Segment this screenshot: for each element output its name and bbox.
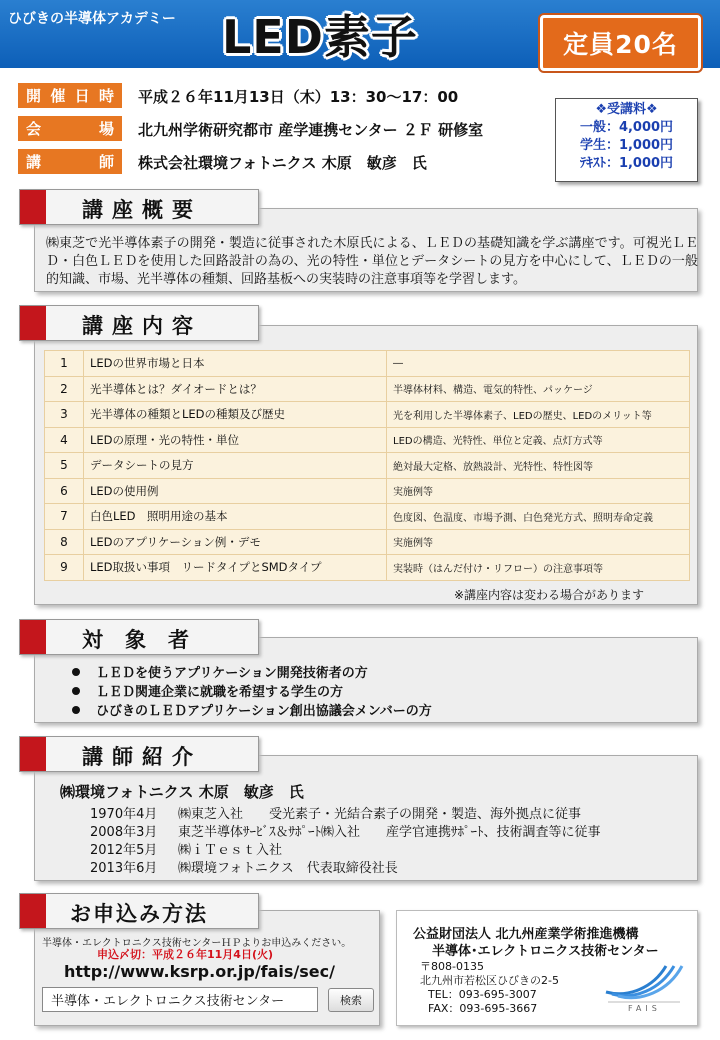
- history-row: [90, 821, 601, 840]
- course-row: [45, 376, 690, 402]
- history-year: 2012年5月: [90, 843, 158, 858]
- page-title: LED素子: [222, 10, 418, 64]
- course-row: [45, 427, 690, 453]
- section-marker: [20, 620, 46, 654]
- course-heading-text: 講座内容: [82, 314, 202, 338]
- instructor-heading-text: 講師紹介: [82, 745, 202, 769]
- venue-label-char: 場: [98, 120, 114, 138]
- course-cell-detail: 色度図、色温度、市場予測、白色発光方式、照明寿命定義: [387, 504, 690, 530]
- target-item-text: ひびきのＬＥＤアプリケーション創出協議会メンバーの方: [96, 704, 432, 719]
- address: 北九州市若松区ひびきの2-5: [420, 974, 559, 987]
- date-value: 平成２６年11月13日（木）13：30〜17：00: [138, 88, 459, 106]
- course-cell-no: 8: [45, 529, 84, 555]
- apply-heading-text: お申込み方法: [70, 902, 208, 926]
- search-input[interactable]: [42, 987, 318, 1012]
- search-button[interactable]: 検索: [328, 988, 374, 1012]
- venue-label-char: 会: [26, 120, 42, 138]
- postal-code: 〒808-0135: [420, 960, 484, 973]
- target-item-text: ＬＥＤを使うアプリケーション開発技術者の方: [96, 666, 368, 681]
- course-cell-no: 9: [45, 555, 84, 581]
- course-cell-topic: LEDの世界市場と日本: [84, 351, 387, 377]
- section-marker: [20, 737, 46, 771]
- course-row: [45, 555, 690, 581]
- course-cell-no: 5: [45, 453, 84, 479]
- section-marker: [20, 306, 46, 340]
- course-cell-topic: LEDの原理・光の特性・単位: [84, 427, 387, 453]
- apply-url-link[interactable]: http://www.ksrp.or.jp/fais/sec/: [64, 962, 335, 981]
- capacity-badge: 定員20名: [540, 15, 701, 71]
- course-cell-detail: 実施例等: [387, 529, 690, 555]
- course-cell-no: 7: [45, 504, 84, 530]
- section-marker: [20, 190, 46, 224]
- fee-title: ❖受講料❖: [595, 102, 658, 117]
- course-cell-detail: 絶対最大定格、放熱設計、光特性、特性図等: [387, 453, 690, 479]
- course-cell-topic: 白色LED 照明用途の基本: [84, 504, 387, 530]
- lecturer-label-char: 師: [98, 153, 114, 171]
- course-cell-no: 6: [45, 478, 84, 504]
- history-row: [90, 839, 282, 858]
- fee-text: ﾃｷｽﾄ：1,000円: [579, 156, 674, 171]
- fee-box: [555, 98, 698, 182]
- course-cell-detail: ―: [387, 351, 690, 377]
- venue-value: 北九州学術研究都市 産学連携センター ２Ｆ 研修室: [138, 121, 484, 139]
- history-text: ㈱ｉＴｅｓｔ入社: [178, 843, 283, 858]
- course-cell-detail: 光を利用した半導体素子、LEDの歴史、LEDのメリット等: [387, 402, 690, 428]
- lecturer-value: 株式会社環境フォトニクス 木原 敏彦 氏: [138, 154, 427, 172]
- target-item: [72, 700, 432, 719]
- organization-center: 半導体･エレクトロニクス技術センター: [432, 944, 659, 959]
- tel: TEL：093-695-3007: [428, 988, 537, 1001]
- lecturer-label: [18, 149, 122, 174]
- course-cell-detail: 半導体材料、構造、電気的特性、パッケージ: [387, 376, 690, 402]
- overview-heading: [19, 189, 259, 225]
- target-heading: [19, 619, 259, 655]
- section-marker: [20, 894, 46, 928]
- course-cell-topic: LEDのアプリケーション例・デモ: [84, 529, 387, 555]
- history-row: [90, 857, 398, 876]
- venue-label: [18, 116, 122, 141]
- date-label-char: 日: [74, 87, 90, 105]
- overview-body: ㈱東芝で光半導体素子の開発・製造に従事された木原氏による、ＬＥＤの基礎知識を学ぶ講座です。可視光ＬＥＤ・白色ＬＥＤを使用した回路設計の為の、光の特性・単位とデータシートの見方を中心にして、ＬＥＤの一般的知識、市場、光半導体の種類、回路基板への実装時の注意事項等を学習します。: [46, 236, 698, 287]
- fee-general: 一般：4,000円: [579, 120, 674, 135]
- course-row: [45, 453, 690, 479]
- academy-name: ひびきの半導体アカデミー: [8, 11, 176, 27]
- history-text: 東芝半導体ｻｰﾋﾞｽ＆ｻﾎﾟｰﾄ㈱入社 産学官連携ｻﾎﾟｰﾄ、技術調査等に従事: [178, 825, 601, 840]
- course-cell-no: 1: [45, 351, 84, 377]
- bullet-icon: [72, 687, 80, 695]
- course-cell-detail: 実装時（はんだ付け・リフロー）の注意事項等: [387, 555, 690, 581]
- fais-logo-text: FAIS: [628, 1004, 661, 1013]
- course-cell-no: 2: [45, 376, 84, 402]
- course-cell-detail: 実施例等: [387, 478, 690, 504]
- history-text: ㈱東芝入社 受光素子・光結合素子の開発・製造、海外拠点に従事: [178, 807, 582, 822]
- target-heading-text: 対象者: [82, 628, 211, 652]
- course-table: [44, 350, 690, 581]
- target-item-text: ＬＥＤ関連企業に就職を希望する学生の方: [96, 685, 344, 700]
- fee-student: 学生：1,000円: [579, 138, 674, 153]
- lecturer-label-char: 講: [26, 153, 42, 171]
- apply-heading: [19, 893, 259, 929]
- course-row: [45, 478, 690, 504]
- instructor-name: ㈱環境フォトニクス 木原 敏彦 氏: [60, 783, 304, 801]
- apply-instruction: 半導体・エレクトロニクス技術センターＨＰよりお申込みください。: [42, 938, 352, 949]
- organization-name: 公益財団法人 北九州産業学術推進機構: [413, 927, 639, 942]
- course-cell-detail: LEDの構造、光特性、単位と定義、点灯方式等: [387, 427, 690, 453]
- course-cell-topic: LED取扱い事項 リードタイプとSMDタイプ: [84, 555, 387, 581]
- history-text: ㈱環境フォトニクス 代表取締役社長: [178, 861, 398, 876]
- course-cell-no: 3: [45, 402, 84, 428]
- target-item: [72, 662, 368, 681]
- instructor-heading: [19, 736, 259, 772]
- course-row: [45, 504, 690, 530]
- course-cell-topic: LEDの使用例: [84, 478, 387, 504]
- course-cell-topic: 光半導体とは？ダイオードとは？: [84, 376, 387, 402]
- course-cell-topic: 光半導体の種類とLEDの種類及び歴史: [84, 402, 387, 428]
- course-heading: [19, 305, 259, 341]
- history-year: 2008年3月: [90, 825, 158, 840]
- date-label: [18, 83, 122, 108]
- history-year: 2013年6月: [90, 861, 158, 876]
- course-row: [45, 402, 690, 428]
- fax: FAX：093-695-3667: [428, 1002, 538, 1015]
- course-row: [45, 529, 690, 555]
- course-cell-no: 4: [45, 427, 84, 453]
- bullet-icon: [72, 668, 80, 676]
- date-label-char: 時: [98, 87, 114, 105]
- history-year: 1970年4月: [90, 807, 158, 822]
- course-cell-topic: データシートの見方: [84, 453, 387, 479]
- target-item: [72, 681, 343, 700]
- course-row: [45, 351, 690, 377]
- overview-heading-text: 講座概要: [82, 198, 202, 222]
- course-note: ※講座内容は変わる場合があります: [454, 588, 645, 602]
- apply-deadline: 申込〆切：平成２６年11月4日(火): [97, 948, 274, 961]
- history-row: [90, 803, 581, 822]
- bullet-icon: [72, 706, 80, 714]
- date-label-char: 催: [50, 87, 66, 105]
- date-label-char: 開: [26, 87, 42, 105]
- fais-logo-icon: [598, 958, 690, 1018]
